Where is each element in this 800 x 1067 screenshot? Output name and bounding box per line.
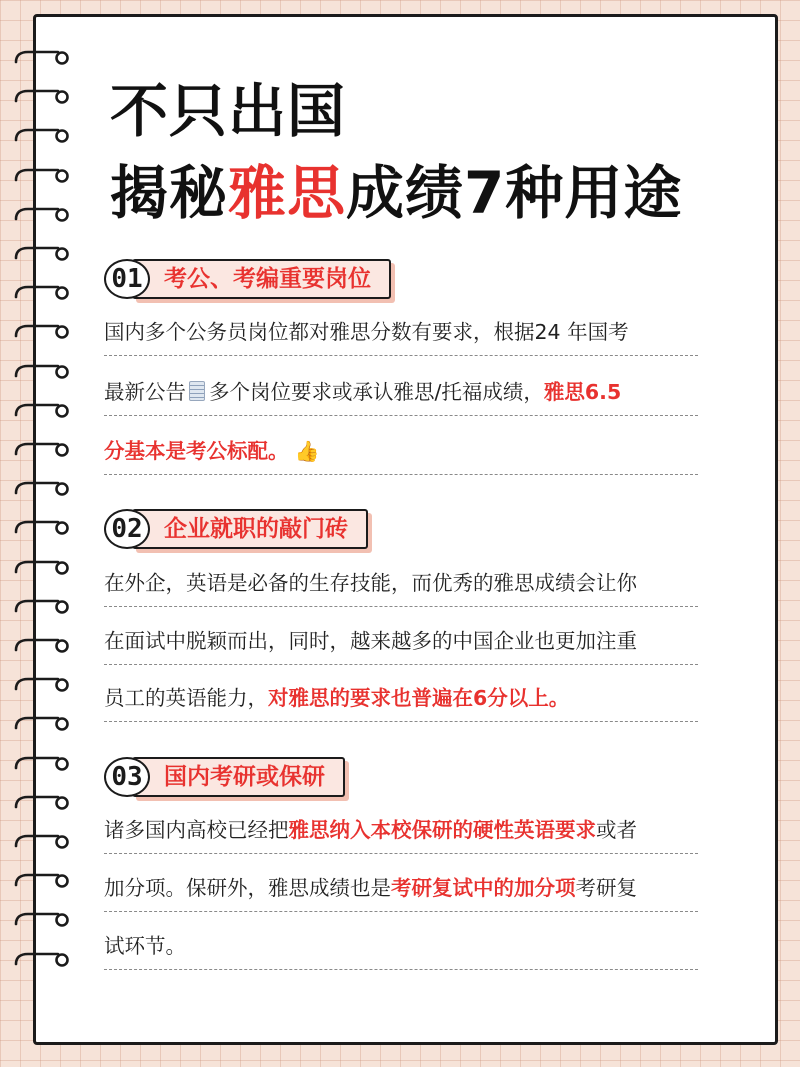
- line-text: 诸多国内高校已经把: [104, 818, 289, 842]
- spiral-ring-icon: [14, 754, 70, 774]
- section-2-line-3: [104, 678, 698, 722]
- title-highlight: 雅思: [228, 159, 347, 227]
- spiral-ring-icon: [14, 636, 70, 656]
- section-2-line-1: [104, 563, 698, 607]
- spiral-ring-icon: [14, 322, 70, 342]
- spiral-ring-icon: [14, 950, 70, 970]
- spiral-ring-icon: [14, 479, 70, 499]
- section-heading: 考公、考编重要岗位: [132, 259, 391, 299]
- line-text: 在外企，英语是必备的生存技能，而优秀的雅思成绩会让你: [104, 571, 637, 595]
- spiral-ring-icon: [14, 401, 70, 421]
- spiral-ring-icon: [14, 244, 70, 264]
- line-highlight: 考研复试中的加分项: [391, 876, 576, 900]
- spiral-ring-icon: [14, 48, 70, 68]
- section-number-badge: 03: [104, 757, 150, 797]
- spiral-ring-icon: [14, 87, 70, 107]
- section-3-line-2: [104, 868, 698, 912]
- spiral-ring-icon: [14, 440, 70, 460]
- spiral-ring-icon: [14, 283, 70, 303]
- title-text-tail: 成绩7种用途: [346, 159, 683, 227]
- line-text: 在面试中脱颖而出，同时，越来越多的中国企业也更加注重: [104, 629, 637, 653]
- section-3-line-3: [104, 926, 698, 970]
- section-1-line-2: [104, 372, 698, 416]
- page-title-line2: [110, 157, 682, 229]
- spiral-ring-icon: [14, 166, 70, 186]
- line-highlight: 雅思6.5: [543, 380, 622, 404]
- line-text-mid: 多个岗位要求或承认雅思/托福成绩，: [209, 380, 544, 404]
- spiral-ring-icon: [14, 597, 70, 617]
- spiral-ring-icon: [14, 558, 70, 578]
- document-icon: [189, 381, 205, 401]
- line-text-tail: 考研复: [575, 876, 637, 900]
- line-text: 员工的英语能力，: [104, 686, 268, 710]
- section-2-line-2: [104, 621, 698, 665]
- section-3-line-1: [104, 810, 698, 854]
- line-highlight: 对雅思的要求也普遍在6分以上。: [268, 686, 570, 710]
- line-highlight: 雅思纳入本校保研的硬性英语要求: [288, 818, 596, 842]
- line-text: 加分项。保研外，雅思成绩也是: [104, 876, 391, 900]
- section-number-badge: 02: [104, 509, 150, 549]
- spiral-ring-icon: [14, 832, 70, 852]
- section-heading: 企业就职的敲门砖: [132, 509, 368, 549]
- line-highlight: 分基本是考公标配。: [104, 439, 289, 463]
- line-text: 国内多个公务员岗位都对雅思分数有要求，根据24 年国考: [104, 320, 629, 344]
- spiral-ring-icon: [14, 362, 70, 382]
- spiral-ring-icon: [14, 714, 70, 734]
- spiral-ring-icon: [14, 871, 70, 891]
- spiral-ring-icon: [14, 518, 70, 538]
- section-1-line-1: [104, 312, 698, 356]
- section-1-line-3: [104, 431, 698, 475]
- spiral-ring-icon: [14, 793, 70, 813]
- line-text-tail: 或者: [596, 818, 637, 842]
- section-number-badge: 01: [104, 259, 150, 299]
- spiral-ring-icon: [14, 205, 70, 225]
- thumbs-up-icon: 👍: [294, 439, 320, 463]
- spiral-ring-icon: [14, 126, 70, 146]
- spiral-ring-icon: [14, 675, 70, 695]
- title-text: 揭秘: [110, 159, 229, 227]
- page-title-line1: 不只出国: [110, 77, 347, 145]
- line-text: 试环节。: [104, 934, 186, 958]
- spiral-ring-icon: [14, 910, 70, 930]
- line-text: 最新公告: [104, 380, 186, 404]
- section-heading: 国内考研或保研: [132, 757, 345, 797]
